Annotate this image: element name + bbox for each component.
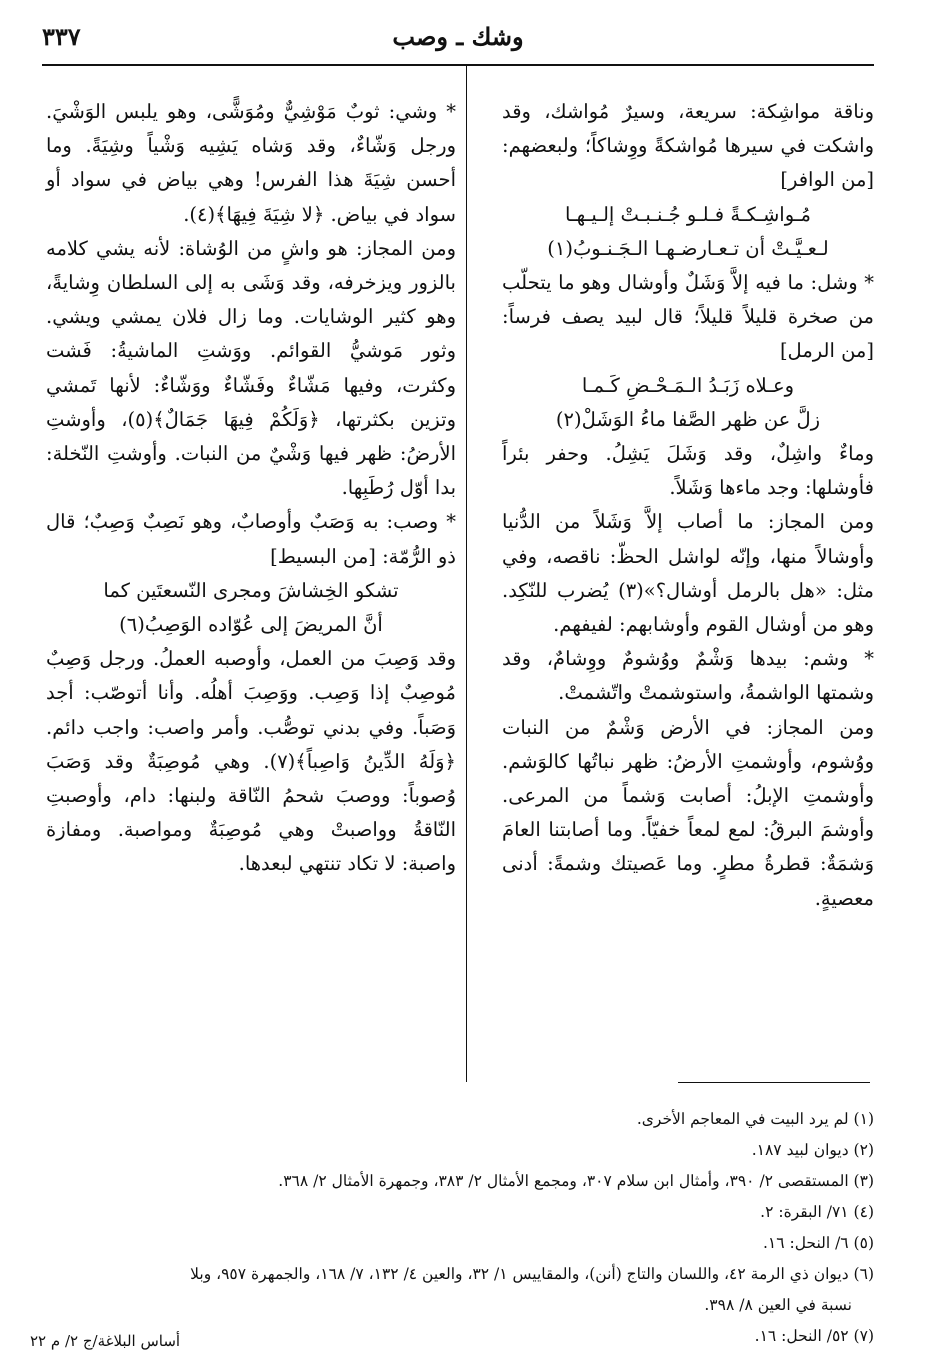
footer-signature: أساس البلاغة/ج ٢/ م ٢٢: [30, 1332, 181, 1350]
paragraph: وناقة مواشِكة: سريعة، وسيرٌ مُواشك، وقد واشكت في سيرها مُواشكةً ووِشاكاً؛ ولبعضهم: [من الوافر]: [502, 100, 874, 192]
header-rule: [42, 64, 874, 66]
paragraph: * وشم: بيدها وَشْمٌ ووُشومٌ ووِشامٌ، وقد وشمتها الواشمةُ، واستوشمتْ واتّشمتْ.: [502, 647, 874, 705]
footnote: (٥) ٦/ النحل: ١٦.: [762, 1234, 874, 1252]
footnote: (٤) ٧١/ البقرة: ٢.: [760, 1203, 874, 1221]
verse-line: لـعـيَّـتْ أن تـعـارضـهـا الـجَـنـوبُ(١): [547, 236, 829, 260]
footnote: (٦) ديوان ذي الرمة ٤٢، واللسان والتاج (أنن)، والمقاييس ١/ ٣٢، والعين ٤/ ١٣٢، ٧/ ١٦٨، والجمهرة ٩٥٧، وبلا: [190, 1265, 874, 1283]
paragraph: ومن المجاز: ما أصاب إلاَّ وَشَلاً من الدُّنيا وأوشالاً منها، وإنّه لواشل الحظّ: ناقصه، وفي مثل: «هل بالرمل أوشال؟»(٣) يُضرب للنّكِد. وهو من أوشال القوم وأوشابهم: لفيفهم.: [502, 510, 874, 637]
verse-line: تشكو الخِشاشَ ومجرى النّسعتَين كما: [103, 578, 399, 602]
footnote: (١) لم يرد البيت في المعاجم الأخرى.: [636, 1110, 874, 1128]
footnote: (٣) المستقصى ٢/ ٣٩٠، وأمثال ابن سلام ٣٠٧، ومجمع الأمثال ٢/ ٣٨٣، وجمهرة الأمثال ٢/ ٣٦٨.: [278, 1172, 874, 1190]
footnote: (٧) ٥٢/ النحل: ١٦.: [754, 1327, 874, 1345]
verse-line: زلَّ عن ظهر الصَّفا ماءُ الوَشَلْ(٢): [555, 407, 821, 431]
paragraph: ومن المجاز: في الأرض وَشْمٌ من النبات ووُشوم، وأوشمتِ الأرضُ: ظهر نباتُها كالوَشم. وأوشمتِ الإبلُ: أصابت وَشماً من المرعى. وأوشمَ البرقُ: لمع لمعاً خفيّاً. وما أصابتنا العامَ وَشمَةٌ: قطرةُ مطرٍ. وما عَصيتك وشمةً: أدنى معصيةٍ.: [502, 715, 874, 910]
paragraph: * وشي: ثوبٌ مَوْشِيٌّ ومُوَشًّى، وهو يلبس الوَشْيَ. ورجل وَشّاءٌ، وقد وَشاه يَشِيه وَشْياً وشِيَةً. وما أحسن شِيَةَ هذا الفرس! وهي بياض في سواد أو سواد في بياض. ﴿لا شِيَةَ فِيهَا﴾(٤).: [46, 100, 456, 226]
page-header: [42, 22, 874, 62]
paragraph: وقد وَصِبَ من العمل، وأوصبه العملُ. ورجل وَصِبٌ مُوصِبٌ إذا وَصِب. ووَصِبَ أهلُه. وأنا أتوصّب: أجد وَصَباً. وفي بدني توصُّب. وأمر واصب: واجب دائم. ﴿وَلَهُ الدِّينُ وَاصِباً﴾(٧). وهي مُوصِبَةٌ وقد وَصَبَ وُصوباً: ووصبَ شحمُ النّاقة ولبنها: دام، وأوصبتِ النّاقةُ وواصبتْ وهي مُوصِبَةٌ ومواصبة. ومفازة واصبة: لا تكاد تنتهي لبعدها.: [46, 647, 456, 876]
verse-line: مُـواشِـكـةً فـلـو جُـنـبـتْ إلـيـهـا: [565, 202, 811, 226]
right-column: [502, 95, 874, 916]
paragraph: ومن المجاز: هو واشٍ من الوُشاة: لأنه يشي كلامه بالزور ويزخرفه، وقد وَشَى به إلى السلطان وِشايةً، وهو كثير الوشايات. وما زال فلان يمشي ويشي. وثور مَوشيُّ القوائم. ووَشتِ الماشيةُ: فَشت وكثرت، وفيها مَشّاءٌ وفَشّاءٌ ووَشّاءٌ: لأنها تَمشي وتزين بكثرتها، ﴿وَلَكُمْ فِيهَا جَمَالٌ﴾(٥)، وأوشتِ الأرضُ: ظهر فيها وَشْيٌ من النبات. وأوشتِ النّخلة: بدا أوّل رُطَبِها.: [46, 236, 457, 500]
verse-line: وعـلاه زَبَـدُ الـمَـحْـضِ كَـمـا: [581, 373, 795, 397]
verse-line: أنَّ المريضَ إلى عُوّاده الوَصِبُ(٦): [119, 613, 383, 637]
paragraph: * وصب: به وَصَبٌ وأوصابٌ، وهو نَصِبٌ وَصِبٌ؛ قال ذو الرُّمّة: [من البسيط]: [46, 510, 456, 568]
column-divider: [466, 66, 467, 1082]
page-number: ٣٣٧: [42, 22, 81, 51]
left-column: [46, 95, 456, 882]
paragraph: وماءٌ واشِلٌ، وقد وَشَلَ يَشِلُ. وحفر بئراً فأوشلها: وجد ماءها وَشَلاً.: [502, 442, 874, 500]
footnotes: [64, 1104, 874, 1352]
footnote-continuation: نسبة في العين ٨/ ٣٩٨.: [704, 1296, 852, 1314]
paragraph: * وشل: ما فيه إلاَّ وَشَلٌ وأوشال وهو ما يتحلّب من صخرة قليلاً قليلاً؛ قال لبيد يصف فرساً: [من الرمل]: [502, 271, 874, 363]
footnote: (٢) ديوان لبيد ١٨٧.: [751, 1141, 874, 1159]
running-title: وشك ـ وصب: [392, 22, 524, 51]
footnote-rule: [678, 1082, 870, 1083]
